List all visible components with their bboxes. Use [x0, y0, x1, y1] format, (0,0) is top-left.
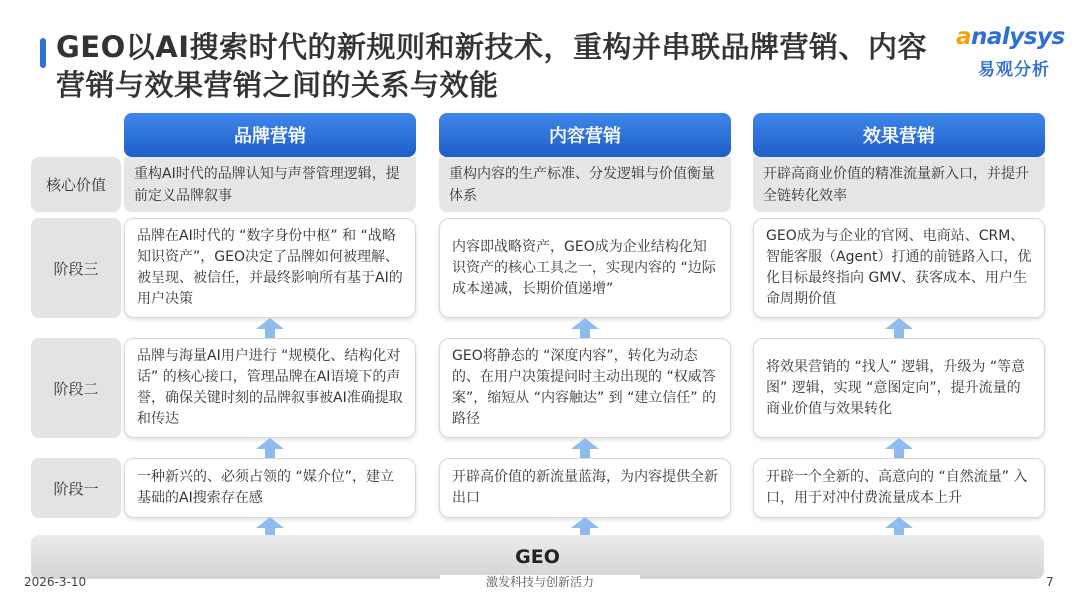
row-label-stage-two: 阶段二: [31, 338, 121, 438]
stage-three-brand-card: 品牌在AI时代的 “数字身份中枢” 和 “战略知识资产”，GEO决定了品牌如何被理解、被呈现、被信任，并最终影响所有基于AI的用户决策: [124, 218, 416, 318]
stage-two-performance-card: 将效果营销的 “找人” 逻辑，升级为 “等意图” 逻辑，实现 “意图定向”，提升流量的商业价值与效果转化: [753, 338, 1045, 438]
stage-two-content-card: GEO将静态的 “深度内容”，转化为动态的、在用户决策提问时主动出现的 “权威答案”，缩短从 “内容触达” 到 “建立信任” 的路径: [439, 338, 731, 438]
up-arrow-icon: [256, 318, 284, 338]
stage-three-content-card: 内容即战略资产，GEO成为企业结构化知识资产的核心工具之一，实现内容的 “边际成本递减，长期价值递增”: [439, 218, 731, 318]
stage-one-brand-card: 一种新兴的、必须占领的 “媒介位”，建立基础的AI搜索存在感: [124, 458, 416, 518]
geo-foundation-bar: GEO: [31, 535, 1044, 579]
stage-two-brand-card: 品牌与海量AI用户进行 “规模化、结构化对话” 的核心接口，管理品牌在AI语境下的声誉，确保关键时刻的品牌叙事被AI准确提取和传达: [124, 338, 416, 438]
row-label-stage-three: 阶段三: [31, 218, 121, 318]
stage-one-performance-card: 开辟一个全新的、高意向的 “自然流量” 入口，用于对冲付费流量成本上升: [753, 458, 1045, 518]
up-arrow-icon: [885, 438, 913, 458]
up-arrow-icon: [256, 438, 284, 458]
up-arrow-icon: [256, 517, 284, 537]
up-arrow-icon: [885, 517, 913, 537]
stage-one-content-card: 开辟高价值的新流量蓝海，为内容提供全新出口: [439, 458, 731, 518]
up-arrow-icon: [571, 517, 599, 537]
footer-slogan: 激发科技与创新活力: [440, 575, 640, 590]
up-arrow-icon: [571, 318, 599, 338]
footer-date: 2026-3-10: [24, 575, 87, 589]
core-value-content: 重构内容的生产标准、分发逻辑与价值衡量体系: [439, 157, 731, 212]
page-title: GEO以AI搜索时代的新规则和新技术，重构并串联品牌营销、内容营销与效果营销之间的关系与效能: [56, 30, 928, 102]
logo-wordmark-rest: nalysys: [971, 24, 1065, 50]
analysys-logo: [956, 24, 1066, 80]
row-label-core-value: 核心价值: [31, 157, 121, 212]
logo-chinese-name: 易观分析: [978, 60, 1050, 80]
column-header-performance-marketing: 效果营销: [753, 113, 1045, 157]
core-value-performance: 开辟高商业价值的精准流量新入口，并提升全链转化效率: [753, 157, 1045, 212]
logo-wordmark-first: a: [956, 24, 972, 50]
up-arrow-icon: [885, 318, 913, 338]
title-accent-bar: [40, 38, 46, 68]
up-arrow-icon: [571, 438, 599, 458]
logo-wordmark: [956, 24, 1065, 50]
row-label-stage-one: 阶段一: [31, 458, 121, 518]
column-header-brand-marketing: 品牌营销: [124, 113, 416, 157]
stage-three-performance-card: GEO成为与企业的官网、电商站、CRM、智能客服（Agent）打通的前链路入口，优化目标最终指向 GMV、获客成本、用户生命周期价值: [753, 218, 1045, 318]
column-header-content-marketing: 内容营销: [439, 113, 731, 157]
core-value-brand: 重构AI时代的品牌认知与声誉管理逻辑，提前定义品牌叙事: [124, 157, 416, 212]
page-number: 7: [1046, 575, 1054, 589]
